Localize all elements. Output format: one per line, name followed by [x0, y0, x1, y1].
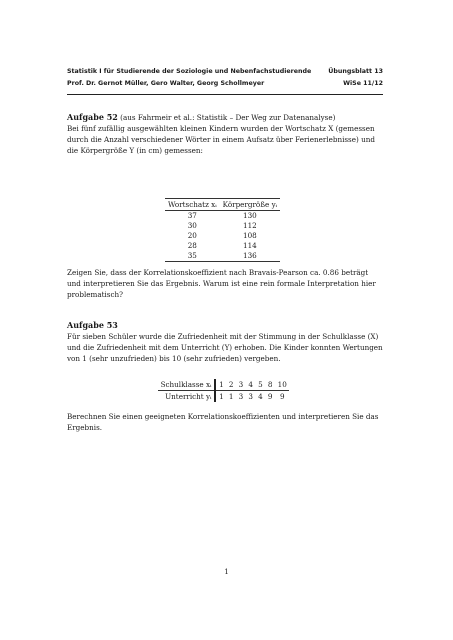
sheet-number: Übungsblatt 13 [328, 68, 383, 75]
table-cell: 108 [243, 231, 257, 240]
task-52-question-block [67, 267, 383, 300]
table-cell: 35 [165, 251, 220, 262]
task-52-question: Zeigen Sie, dass der Korrelationskoeffizient nach Bravais-Pearson ca. 0.86 beträgt und interpretieren Sie das Ergebnis. Warum ist eine rein formale Interpretation hier problematisch? [67, 268, 376, 299]
table-cell: 20 [187, 231, 197, 240]
satisfaction-table [158, 379, 289, 402]
task-53-title: Aufgabe 53 [67, 320, 118, 330]
table-header: Wortschatz xᵢ [165, 199, 220, 211]
row-label: Unterricht yᵢ [158, 391, 215, 403]
task-53 [67, 320, 383, 364]
page-number: 1 [224, 567, 229, 576]
table-cell: 9 [279, 392, 285, 401]
authors: Prof. Dr. Gernot Müller, Gero Walter, Georg Schollmeyer [67, 80, 265, 87]
table-cell: 5 [256, 379, 266, 391]
row-label: Schulklasse xᵢ [158, 379, 215, 391]
table-cell: 37 [187, 211, 197, 220]
table-cell: 1 [215, 379, 226, 391]
table-cell: 114 [243, 241, 257, 250]
table-cell: 28 [187, 241, 197, 250]
table-cell: 9 [267, 392, 273, 401]
table-row [165, 251, 280, 262]
table-cell: 10 [275, 379, 289, 391]
task-53-question: Berechnen Sie einen geeigneten Korrelationskoeffizienten und interpretieren Sie das Ergebnis. [67, 412, 379, 432]
task-52-text: Bei fünf zufällig ausgewählten kleinen Kindern wurden der Wortschatz X (gemessen durch die Anzahl verschiedener Wörter in einem Aufsatz über Ferienerlebnisse) und die Körpergröße Y (in cm) gemessen: [67, 124, 375, 155]
table-cell: 3 [236, 379, 246, 391]
table-cell: 1 [228, 392, 234, 401]
table-cell: 4 [258, 392, 263, 401]
table-cell: 130 [243, 211, 257, 220]
table-cell: 4 [246, 379, 256, 391]
table-row [165, 211, 280, 222]
header-rule [67, 94, 383, 95]
table-cell: 30 [187, 221, 197, 230]
table-row [165, 231, 280, 241]
vocabulary-height-table [165, 198, 280, 262]
task-52-source: (aus Fahrmeir et al.: Statistik – Der Weg zur Datenanalyse) [120, 113, 336, 122]
table-cell: 3 [238, 392, 244, 401]
task-52-title: Aufgabe 52 [67, 112, 118, 122]
table-cell: 1 [219, 392, 224, 401]
course-title: Statistik I für Studierende der Soziologie und Nebenfachstudierende [67, 68, 312, 75]
table-cell: 112 [243, 221, 257, 230]
table-row [158, 391, 289, 403]
task-53-question-block [67, 411, 383, 433]
table-cell: 8 [265, 379, 275, 391]
task-52 [67, 112, 383, 156]
table-header: Körpergröße yᵢ [220, 199, 280, 211]
table-cell: 3 [248, 392, 253, 401]
task-53-text: Für sieben Schüler wurde die Zufriedenheit mit der Stimmung in der Schulklasse (X) und die Zufriedenheit mit dem Unterricht (Y) erhoben. Die Kinder konnten Wertungen von 1 (sehr unzufrieden) bis 10 (sehr zufrieden) vergeben. [67, 332, 383, 363]
table-cell: 2 [226, 379, 236, 391]
term: WiSe 11/12 [343, 80, 383, 87]
table-cell: 136 [220, 251, 280, 262]
table-row [165, 241, 280, 251]
table-row [158, 379, 289, 391]
page-header [67, 66, 383, 90]
table-row [165, 221, 280, 231]
